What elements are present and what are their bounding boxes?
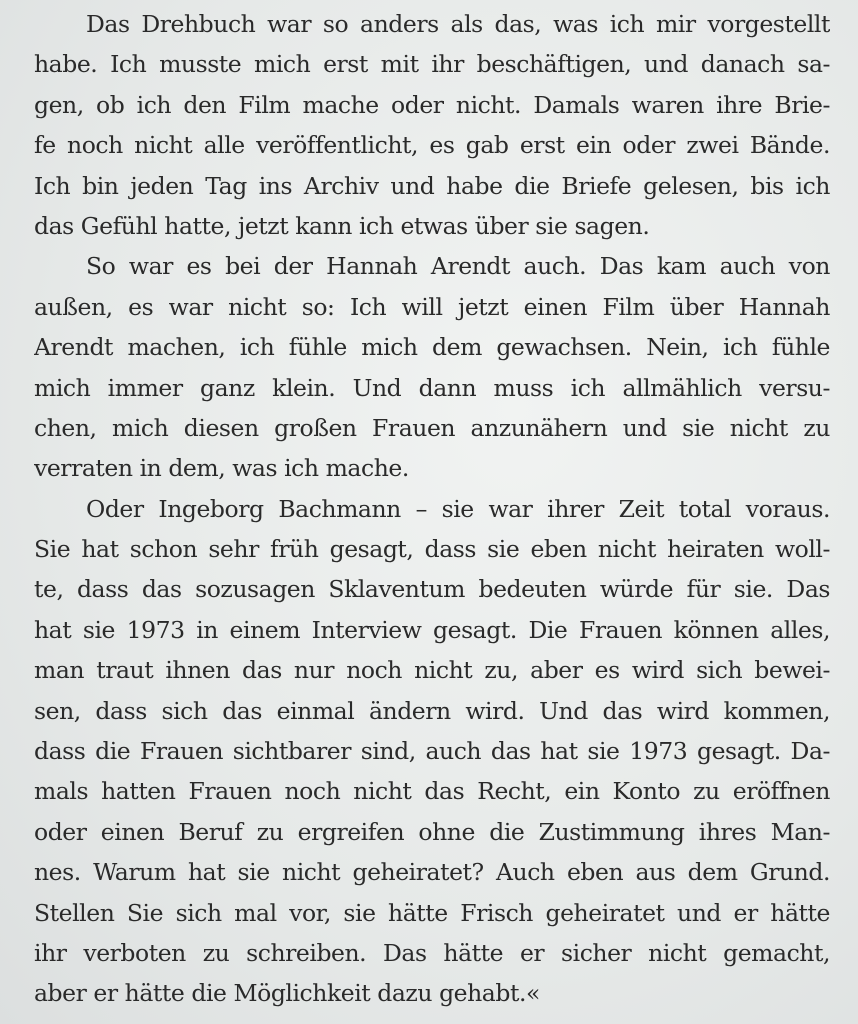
text-line: Sie hat schon sehr früh gesagt, dass sie eben nicht heiraten woll-: [34, 535, 830, 564]
text-line: So war es bei der Hannah Arendt auch. Das kam auch von: [86, 252, 830, 281]
text-line: Stellen Sie sich mal vor, sie hätte Frisch geheiratet und er hätte: [34, 898, 830, 927]
text-line: man traut ihnen das nur noch nicht zu, aber es wird sich bewei-: [34, 656, 830, 685]
text-line: habe. Ich musste mich erst mit ihr beschäftigen, und danach sa-: [34, 50, 830, 79]
text-line: gen, ob ich den Film mache oder nicht. Damals waren ihre Brie-: [34, 90, 830, 119]
text-line: nes. Warum hat sie nicht geheiratet? Auch eben aus dem Grund.: [34, 858, 830, 887]
text-line: oder einen Beruf zu ergreifen ohne die Zustimmung ihres Man-: [34, 817, 830, 846]
text-line: mich immer ganz klein. Und dann muss ich allmählich versu-: [34, 373, 830, 402]
text-line: aber er hätte die Möglichkeit dazu gehabt.«: [34, 979, 540, 1008]
text-line: Das Drehbuch war so anders als das, was ich mir vorgestellt: [86, 10, 830, 38]
text-line: ihr verboten zu schreiben. Das hätte er sicher nicht gemacht,: [34, 938, 830, 967]
paragraph-1: [34, 4, 830, 246]
paragraph-2: [34, 246, 830, 488]
text-line: fe noch nicht alle veröffentlicht, es gab erst ein oder zwei Bände.: [34, 131, 830, 160]
text-line: Ich bin jeden Tag ins Archiv und habe die Briefe gelesen, bis ich: [34, 171, 830, 200]
text-line: außen, es war nicht so: Ich will jetzt einen Film über Hannah: [34, 292, 830, 321]
text-line: Arendt machen, ich fühle mich dem gewachsen. Nein, ich fühle: [34, 333, 830, 362]
text-line: chen, mich diesen großen Frauen anzunähern und sie nicht zu: [34, 413, 830, 442]
text-line: te, dass das sozusagen Sklaventum bedeuten würde für sie. Das: [34, 575, 830, 604]
text-line: dass die Frauen sichtbarer sind, auch das hat sie 1973 gesagt. Da-: [34, 737, 830, 766]
text-line: das Gefühl hatte, jetzt kann ich etwas über sie sagen.: [34, 211, 650, 240]
text-line: hat sie 1973 in einem Interview gesagt. Die Frauen können alles,: [34, 615, 830, 644]
body-text: [34, 4, 830, 1014]
paragraph-3: [34, 489, 830, 1014]
text-line: Oder Ingeborg Bachmann – sie war ihrer Zeit total voraus.: [86, 494, 830, 523]
text-line: mals hatten Frauen noch nicht das Recht, ein Konto zu eröffnen: [34, 777, 830, 806]
text-line: sen, dass sich das einmal ändern wird. Und das wird kommen,: [34, 696, 830, 725]
text-line: verraten in dem, was ich mache.: [34, 454, 409, 483]
